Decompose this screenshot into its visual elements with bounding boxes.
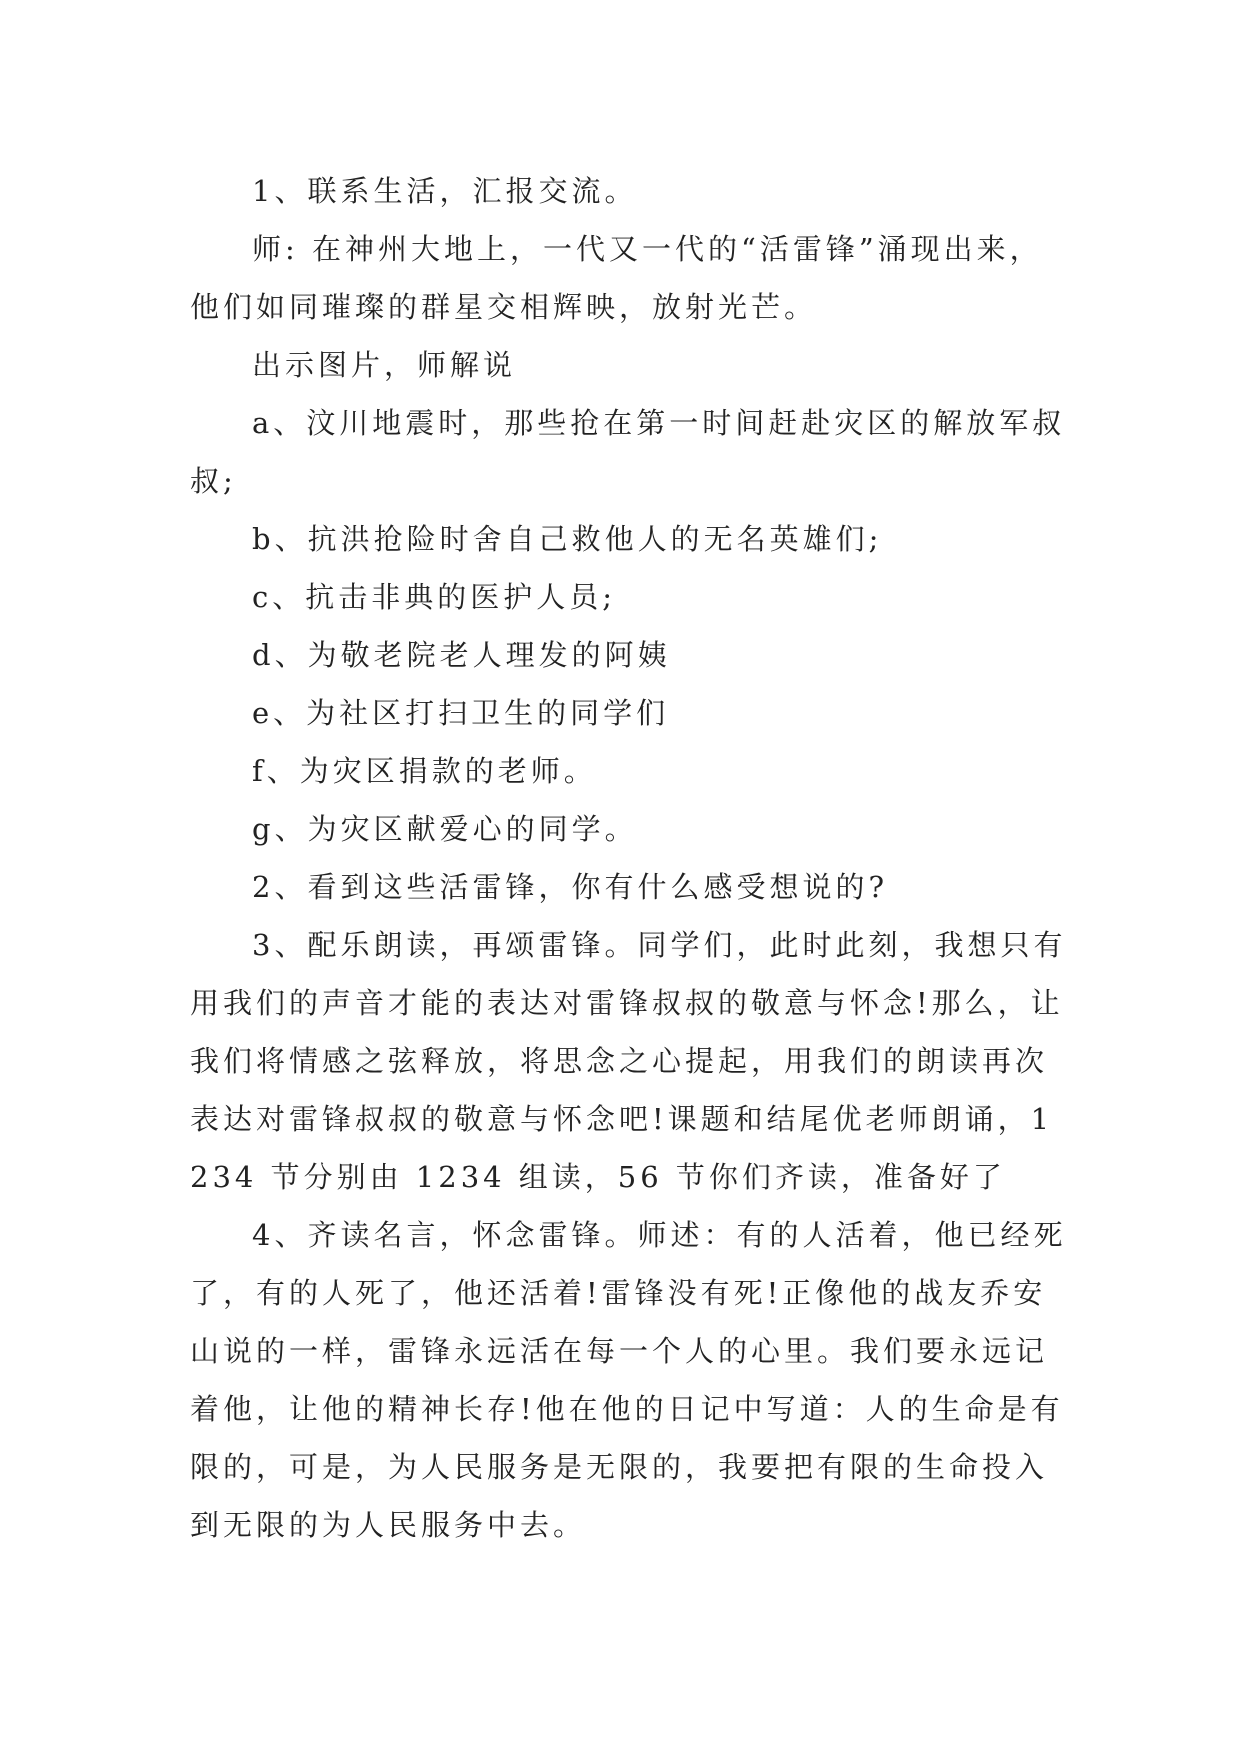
paragraph-8: e、为社区打扫卫生的同学们	[252, 696, 670, 730]
document-body	[190, 162, 1070, 1554]
paragraph-9: f、为灾区捐款的老师。	[252, 754, 597, 788]
paragraph-7: d、为敬老院老人理发的阿姨	[252, 638, 671, 672]
paragraph-6: c、抗击非典的医护人员;	[252, 580, 617, 614]
paragraph-2: 师: 在神州大地上，一代又一代的“活雷锋”涌现出来，他们如同璀璨的群星交相辉映，放射光芒。	[190, 232, 1043, 324]
paragraph-13: 4、齐读名言，怀念雷锋。师述：有的人活着，他已经死了，有的人死了，他还活着!雷锋没有死!正像他的战友乔安山说的一样，雷锋永远活在每一个人的心里。我们要永远记着他，让他的精神长存!他在他的日记中写道：人的生命是有限的，可是，为人民服务是无限的，我要把有限的生命投入到无限的为人民服务中去。	[190, 1218, 1067, 1542]
paragraph-3: 出示图片，师解说	[252, 348, 517, 382]
paragraph-10: g、为灾区献爱心的同学。	[252, 812, 638, 846]
paragraph-11: 2、看到这些活雷锋，你有什么感受想说的?	[252, 870, 888, 904]
paragraph-5: b、抗洪抢险时舍自己救他人的无名英雄们;	[252, 522, 883, 556]
paragraph-12: 3、配乐朗读，再颂雷锋。同学们，此时此刻，我想只有用我们的声音才能的表达对雷锋叔叔的敬意与怀念!那么，让我们将情感之弦释放，将思念之心提起，用我们的朗读再次表达对雷锋叔叔的敬意与怀念吧!课题和结尾优老师朗诵，1234 节分别由 1234 组读，56 节你们齐读，准备好了	[190, 928, 1067, 1194]
paragraph-1: 1、联系生活，汇报交流。	[252, 174, 638, 208]
paragraph-4: a、汶川地震时，那些抢在第一时间赶赴灾区的解放军叔叔;	[190, 406, 1066, 498]
